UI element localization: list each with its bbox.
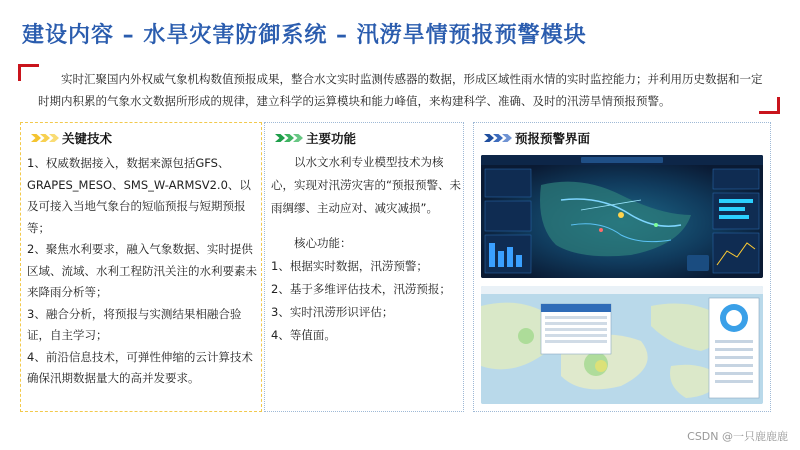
core-func-item: 4、等值面。 [271,328,336,342]
main-func-body [271,151,461,347]
core-func-item: 2、基于多维评估技术，汛涝预报； [271,282,451,296]
contour-map-image [481,286,763,404]
ui-panel [473,122,771,412]
key-tech-list [27,153,259,390]
intro-block [18,64,780,114]
key-tech-item: 4、前沿信息技术，可弹性伸缩的云计算技术确保汛期数据量大的高并发要求。 [27,349,253,385]
core-func-list [271,255,461,347]
main-func-title: 主要功能 [306,131,357,146]
chevron-arrows-icon [31,134,58,142]
core-func-item: 3、实时汛涝形识评估； [271,305,394,319]
footer-watermark: CSDN @一只鹿鹿鹿 [687,430,788,443]
key-tech-item: 2、聚焦水利要求，融入气象数据、实时提供区域、流域、水利工程防汛关注的水利要素未来降雨分析等； [27,242,257,299]
core-func-item: 1、根据实时数据，汛涝预警； [271,259,428,273]
page-title: 建设内容 – 水旱灾害防御系统 – 汛涝旱情预报预警模块 [22,23,587,48]
key-tech-header [31,129,112,147]
main-func-header [275,129,356,147]
main-func-panel [264,122,464,412]
ui-panel-header [484,129,590,147]
intro-text: 实时汇聚国内外权威气象机构数值预报成果，整合水文实时监测传感器的数据，形成区域性雨水情的实时监控能力；并利用历史数据和一定时期内积累的气象水文数据所形成的规律，建立科学的运算模块和能力峰值，来构建科学、准确、及时的汛涝旱情预报预警。 [38,72,763,108]
key-tech-item: 1、权威数据接入，数据来源包括GFS、GRAPES_MESO、SMS_W-ARMSV2.0、以及可接入当地气象台的短临预报与短期预报等； [27,156,251,235]
chevron-arrows-icon [484,134,511,142]
bracket-top-left [18,64,39,81]
ui-panel-title: 预报预警界面 [515,131,591,146]
dashboard-map-image [481,155,763,278]
key-tech-item: 3、融合分析，将预报与实测结果相融合验证，自主学习； [27,306,242,342]
map-screenshot [481,286,763,404]
dashboard-screenshot [481,155,763,278]
key-tech-title: 关键技术 [62,131,113,146]
core-func-label: 核心功能： [294,236,352,250]
main-func-lead: 以水文水利专业模型技术为核心，实现对汛涝灾害的“预报预警、未雨绸缪、主动应对、减灾减损”。 [271,155,461,215]
key-tech-panel [20,122,262,412]
chevron-arrows-icon [275,134,302,142]
